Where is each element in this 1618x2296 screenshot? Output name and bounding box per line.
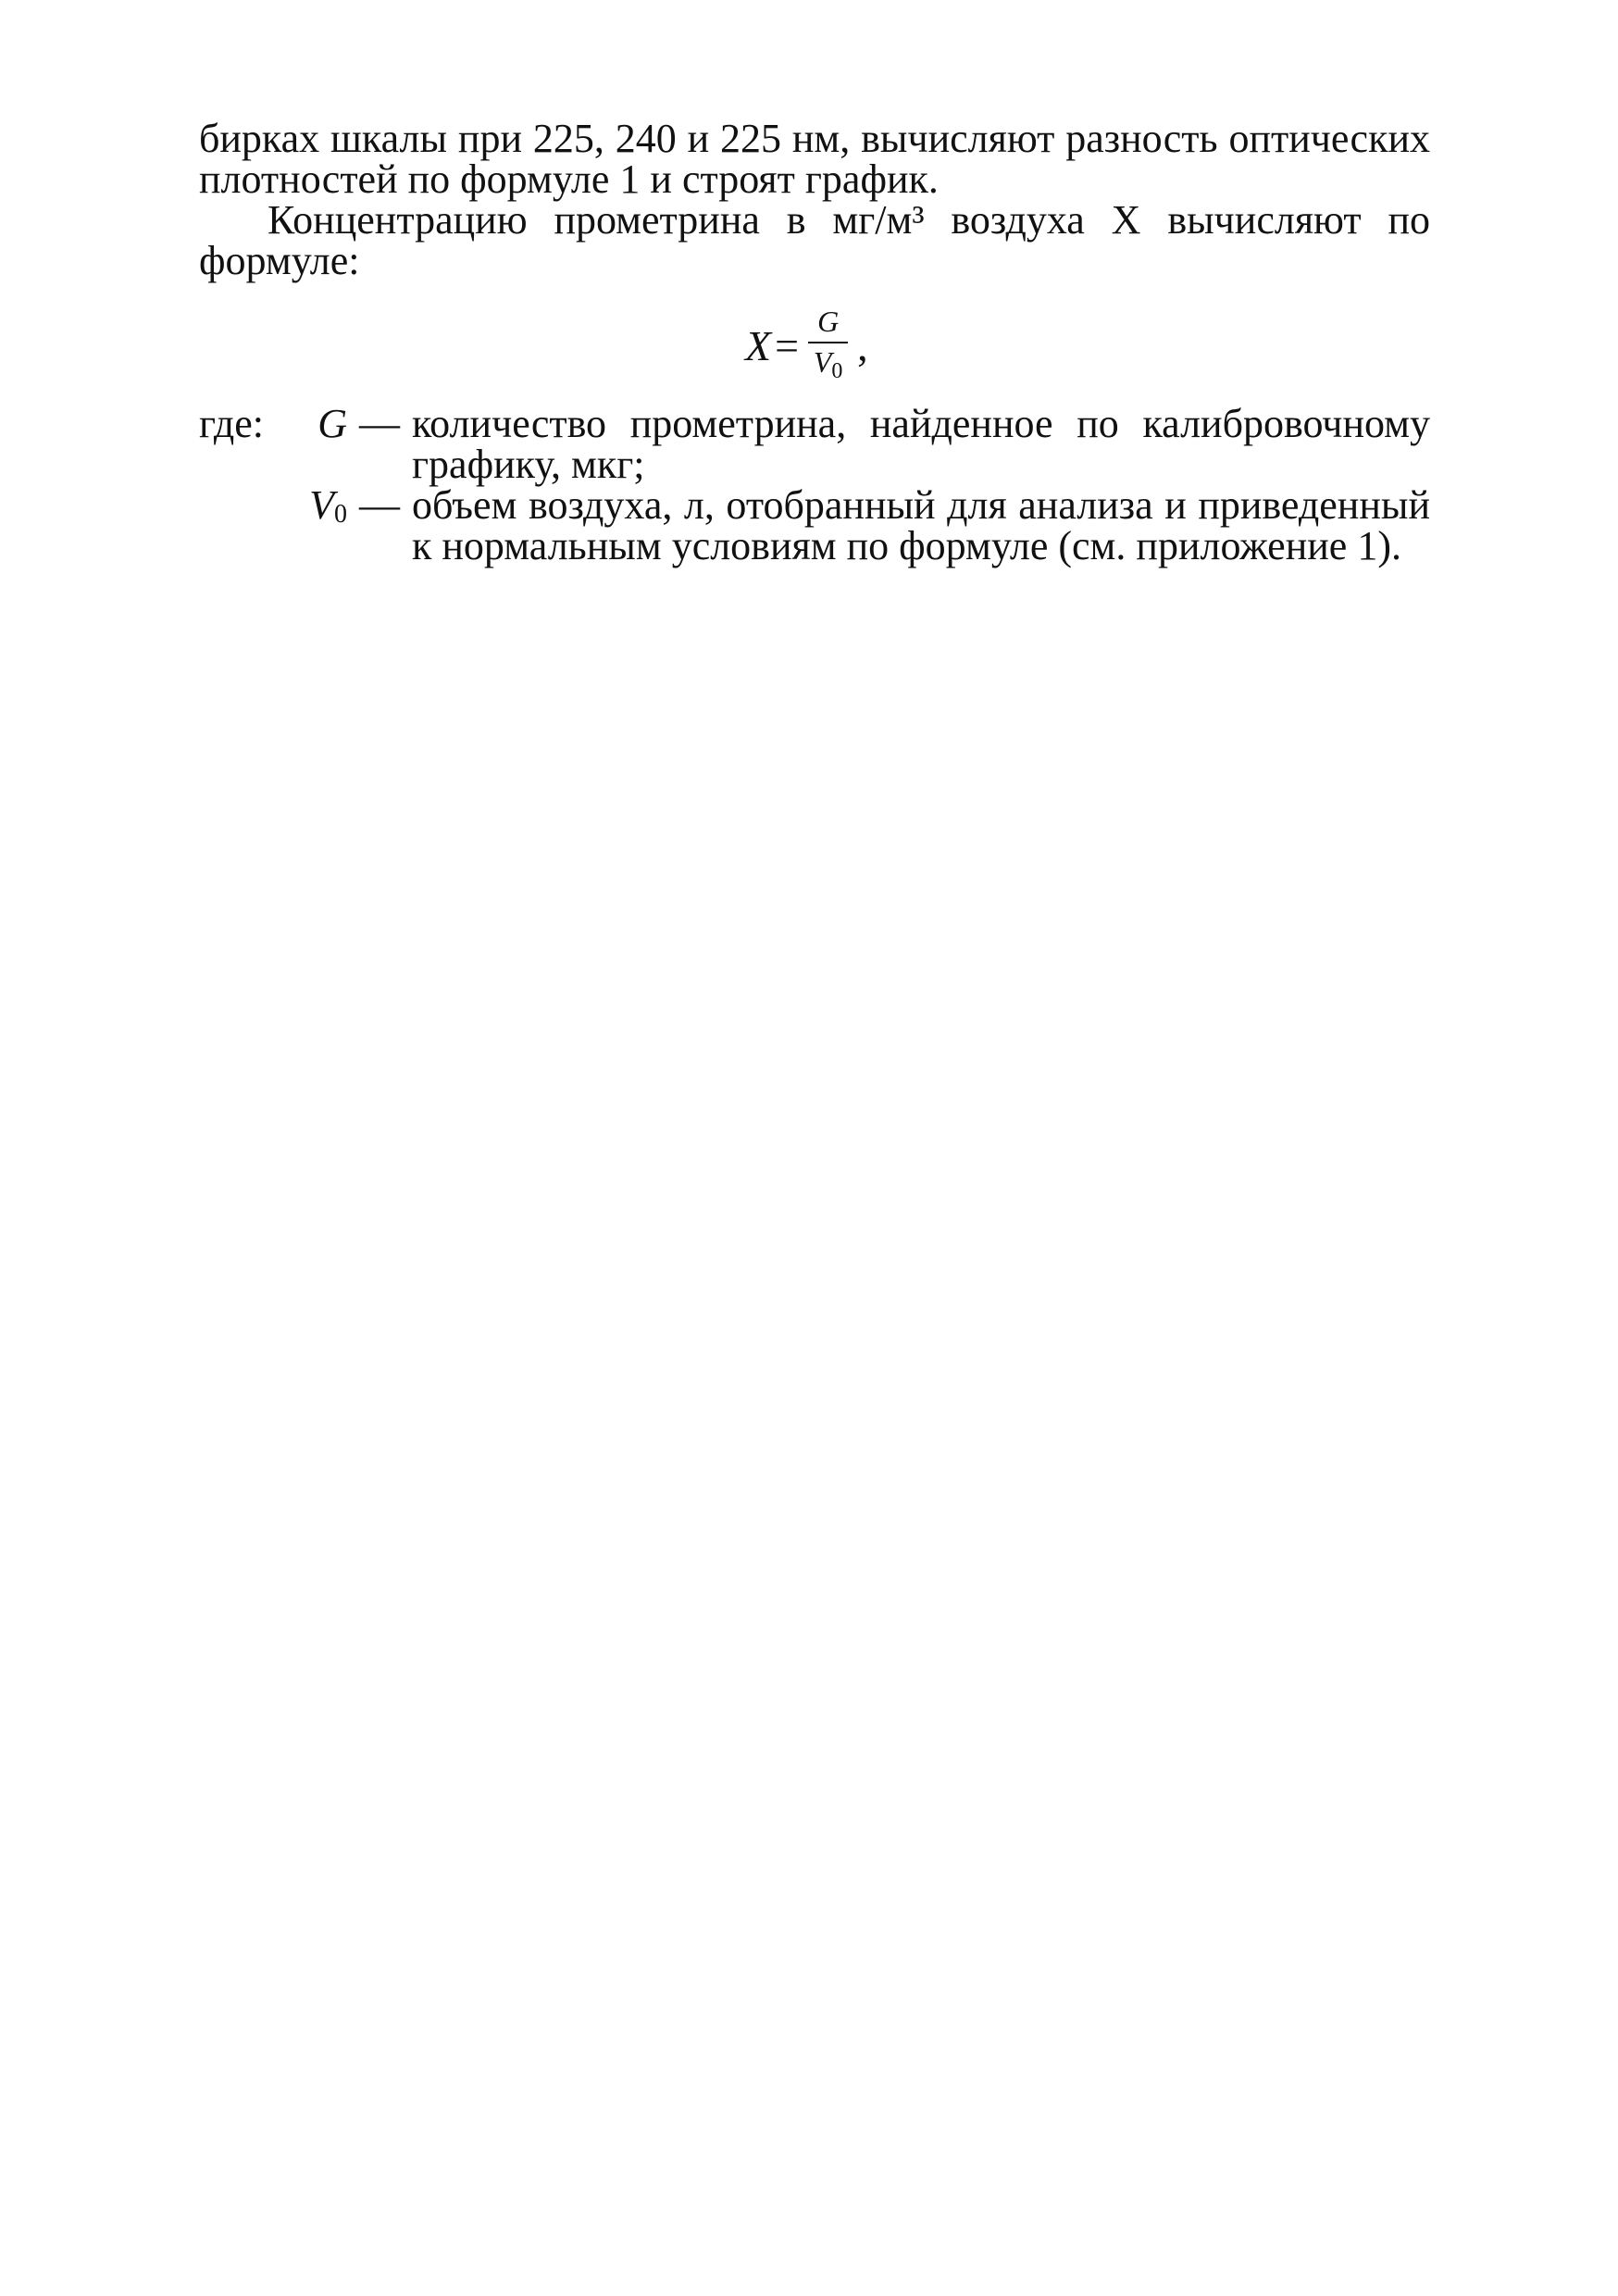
text-block xyxy=(199,116,1430,568)
definition-symbol-var: V xyxy=(309,482,334,528)
paragraph-1: бирках шкалы при 225, 240 и 225 нм, вычисляют разность оптических плотностей по формуле 1 и строят график. xyxy=(199,116,1430,202)
formula-numerator: G xyxy=(808,305,848,343)
definition-symbol-var: G xyxy=(317,401,347,446)
definition-symbol xyxy=(292,401,347,454)
definition-row xyxy=(199,482,1430,568)
formula-equals: = xyxy=(775,322,800,369)
definition-dash: — xyxy=(359,482,400,528)
formula-lhs: X xyxy=(745,322,772,369)
definition-symbol xyxy=(292,482,347,535)
definitions-lead: где: xyxy=(199,401,264,446)
formula-denominator-var: V xyxy=(813,345,832,379)
definition-symbol-sub: 0 xyxy=(334,500,347,529)
formula-denominator xyxy=(814,343,843,388)
formula-expression xyxy=(745,296,868,396)
definitions-list xyxy=(199,401,1430,568)
definition-row xyxy=(199,401,1430,487)
paragraph-2: Концентрацию прометрина в мг/м³ воздуха X вычисляют по формуле: xyxy=(199,197,1430,283)
formula-trailing-comma: , xyxy=(857,322,868,369)
formula-fraction xyxy=(808,305,848,388)
formula-denominator-sub: 0 xyxy=(831,359,843,383)
formula xyxy=(199,296,1430,396)
definition-dash: — xyxy=(359,401,400,446)
definition-text: объем воздуха, л, отобранный для анализа и приведенный к нормальным условиям по формуле (см. приложение 1). xyxy=(412,482,1430,568)
definition-text: количество прометрина, найденное по калибровочному графику, мкг; xyxy=(412,401,1430,487)
